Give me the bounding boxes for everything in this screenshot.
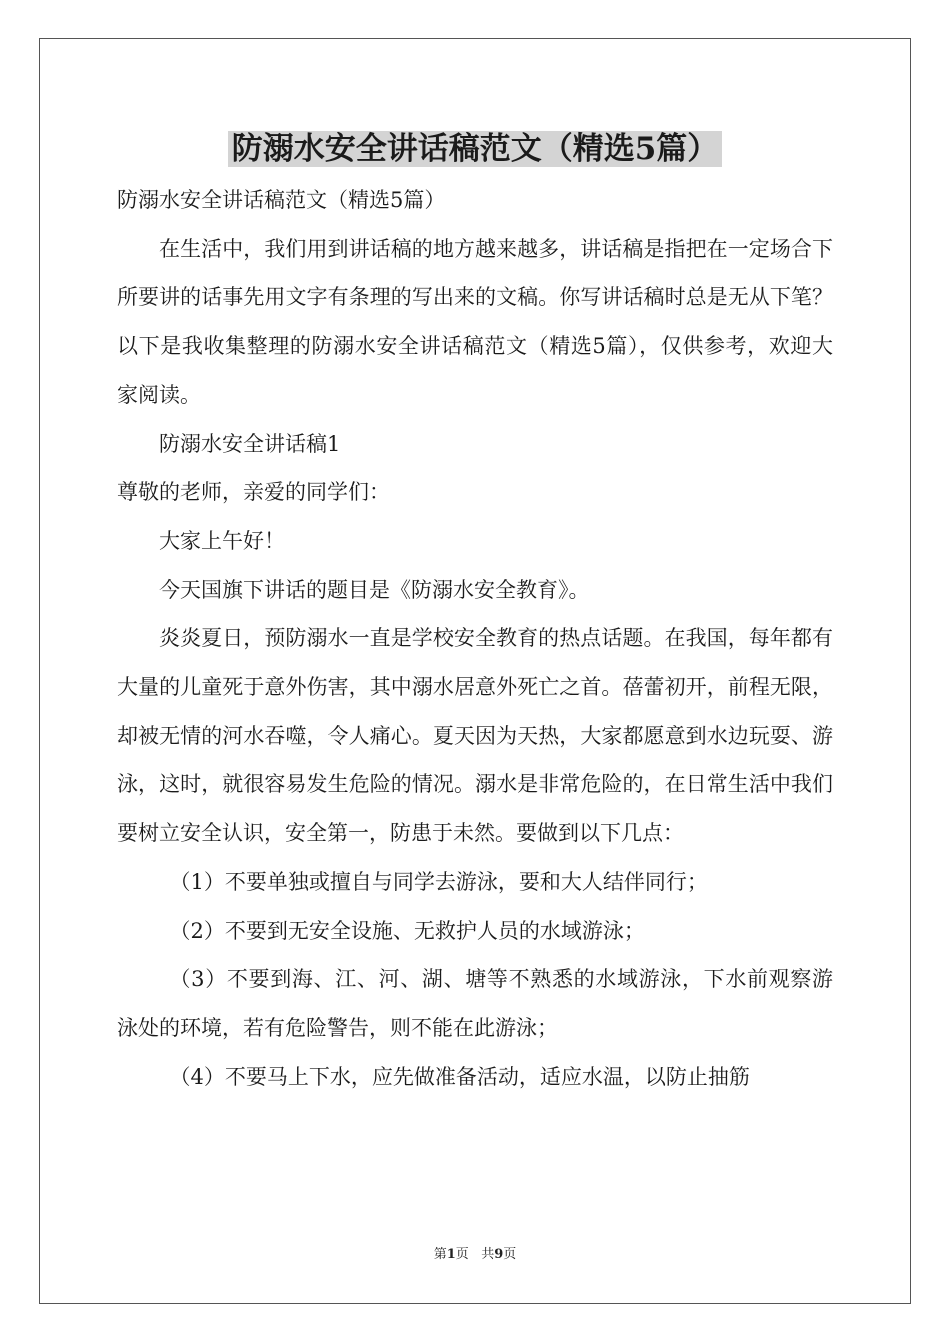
- document-title-text: 防溺水安全讲话稿范文（精选5篇）: [228, 131, 723, 167]
- total-suffix: 页: [503, 1247, 517, 1262]
- list-item: （2）不要到无安全设施、无救护人员的水域游泳；: [169, 918, 645, 943]
- list-item: （3）不要到海、江、河、湖、塘等不熟悉的水域游泳，下水前观察游泳处的环境，若有危险警告，则不能在此游泳；: [117, 967, 833, 1040]
- page-prefix: 第: [433, 1247, 447, 1262]
- list-item: （4）不要马上下水，应先做准备活动，适应水温，以防止抽筋: [169, 1064, 750, 1089]
- document-title: [0, 128, 950, 170]
- total-prefix: 共: [481, 1247, 495, 1262]
- page-suffix: 页: [455, 1247, 469, 1262]
- paragraph: 大家上午好！: [159, 528, 285, 553]
- document-body: [117, 176, 833, 1101]
- salutation: 尊敬的老师，亲爱的同学们：: [117, 480, 390, 505]
- paragraph: 炎炎夏日，预防溺水一直是学校安全教育的热点话题。在我国，每年都有大量的儿童死于意外伤害，其中溺水居意外死亡之首。蓓蕾初开，前程无限，却被无情的河水吞噬，令人痛心。夏天因为天热，大家都愿意到水边玩耍、游泳，这时，就很容易发生危险的情况。溺水是非常危险的，在日常生活中我们要树立安全认识，安全第一，防患于未然。要做到以下几点：: [117, 626, 833, 846]
- paragraph: 防溺水安全讲话稿范文（精选5篇）: [117, 188, 446, 212]
- page-number: 1: [446, 1247, 456, 1262]
- list-item: （1）不要单独或擅自与同学去游泳，要和大人结伴同行；: [169, 869, 708, 894]
- paragraph: 在生活中，我们用到讲话稿的地方越来越多，讲话稿是指把在一定场合下所要讲的话事先用文字有条理的写出来的文稿。你写讲话稿时总是无从下笔？以下是我收集整理的防溺水安全讲话稿范文（精选5篇），仅供参考，欢迎大家阅读。: [117, 236, 833, 407]
- section-heading: 防溺水安全讲话稿1: [159, 431, 341, 456]
- total-pages: 9: [494, 1247, 504, 1262]
- paragraph: 今天国旗下讲话的题目是《防溺水安全教育》。: [159, 577, 590, 602]
- page-footer: [0, 1246, 950, 1264]
